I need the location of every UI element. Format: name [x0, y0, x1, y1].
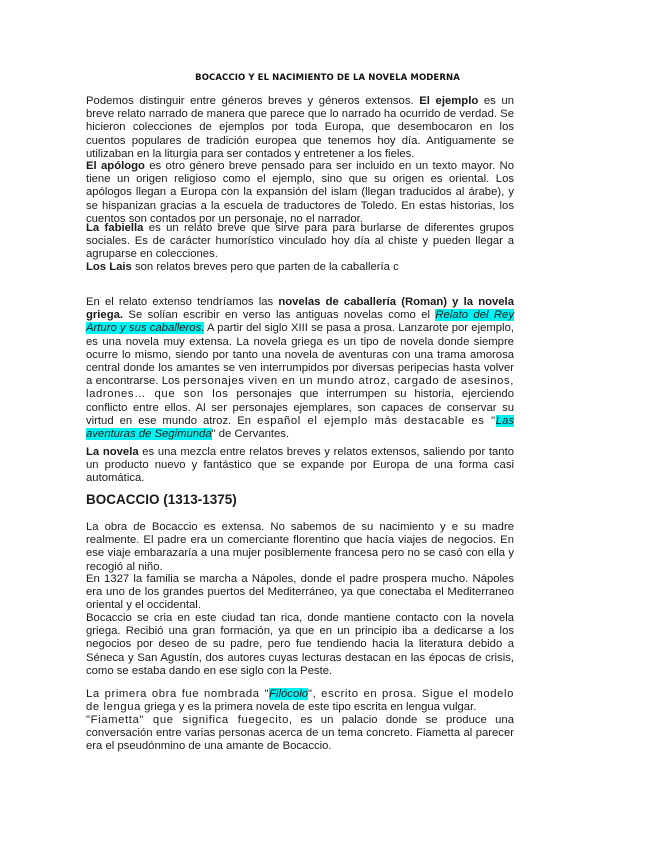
paragraph-text: son relatos breves pero que parten de la caballería c: [131, 261, 399, 273]
paragraph-intro: En el relato extenso tendríamos las: [86, 296, 279, 308]
paragraph-filocolo: [86, 688, 514, 714]
paragraph-text: , es un palacio donde se produce una conversación entre varias personas acerca de un tema concreto. Fiametta al parecer era el pseudónmino de una amante de Bocaccio.: [86, 714, 514, 753]
paragraph-fiametta: [86, 714, 514, 754]
highlight-filocolo: Filócolo: [269, 688, 309, 700]
term-ejemplo: El ejemplo: [419, 95, 479, 107]
paragraph-bocaccio-origen: La obra de Bocaccio es extensa. No sabemos de su nacimiento y e su madre realmente. El padre era un comerciante florentino que hacía viajes de negocios. En ese viaje embarazaría a una mujer posiblemente francesa pero no se casó con ella y recogió al niño.: [86, 521, 514, 573]
term-fabiella: La fabiella: [86, 222, 144, 234]
term-novelas-caballeria: novelas de caballería (Roman) y la novela griega.: [86, 296, 514, 322]
paragraph-text: personajes que interrumpen su historia, ejerciendo conflicto entre ellos. Al ser personajes ejemplares, son capaces de conservar su virtud en ese mundo atroz. En: [86, 388, 514, 427]
paragraph-text: A partir del siglo XIII se pasa a prosa. Lanzarote por ejemplo, es una novela muy extensa. La novela griega es un tipo de novela donde siempre ocurre lo mismo, siendo por tanto una novela de aventuras con una trama amorosa central donde los amantes se ven interrumpidos por diversas peripecias hasta volver a encontrarse. Los: [86, 322, 514, 388]
paragraph-text: es otro género breve pensado para ser incluido en un texto mayor. No tiene un origen religioso como el ejemplo, sino que su origen es oriental. Los apólogos llegan a Europa con la expansión del islam (llegan traducidos al árabe), y se hispanizan gracias a la escuela de traductores de Toledo. En estas historias, los cuentos son contados por un personaje, no el narrador.: [86, 160, 514, 225]
spaced-text: ", escrito en prosa. Sigue el modelo de lengua: [86, 688, 514, 714]
paragraph-text: es un relato breve que sirve para para burlarse de diferentes grupos sociales. Es de carácter humorístico vinculado hoy día al chiste y pueden llegar a agruparse en colecciones.: [86, 222, 514, 261]
spaced-text: La primera obra fue nombrada ": [86, 688, 270, 700]
highlight-segimunda: Las aventuras de Segimunda: [86, 414, 514, 441]
spaced-text: español el ejemplo más destacable es ": [257, 414, 496, 427]
paragraph-napoles: En 1327 la familia se marcha a Nápoles, donde el padre prospera mucho. Nápoles era uno de los grandes puertos del Mediterráneo, ya que conectaba el Mediterraneo oriental y el occidental.: [86, 573, 514, 612]
document-title: BOCACCIO Y EL NACIMIENTO DE LA NOVELA MODERNA: [195, 73, 460, 83]
paragraph-text: griega y es la primera novela de este tipo escrita en lengua vulgar.: [141, 701, 477, 714]
highlight-rey-arturo: Relato del Rey Arturo y sus caballeros.: [86, 309, 514, 335]
paragraph-fabiella: [86, 222, 514, 262]
paragraph-text: es un breve relato narrado de manera que parece que lo narrado ha ocurrido de verdad. Se hicieron colecciones de ejemplos por toda Europa, que desembocaron en los cuentos populares de tradición europea que tenemos hoy día. Antiguamente se utilizaban en la liturgia para ser contados y entretener a los fieles.: [86, 95, 514, 160]
term-lais: Los Lais: [86, 261, 132, 273]
paragraph-ejemplo: [86, 95, 514, 161]
paragraph-apologo: [86, 160, 514, 226]
paragraph-relato-extenso: [86, 296, 514, 441]
term-novela: La novela: [86, 446, 139, 458]
spaced-text: personajes viven en un mundo atroz, cargado de asesinos, ladrones… que son los: [86, 375, 514, 401]
paragraph-text: Se solían escribir en verso las antiguas novelas como el: [123, 309, 436, 322]
paragraph-formacion: Bocaccio se cria en este ciudad tan rica, donde mantiene contacto con la novela griega. Recibió una gran formación, ya que en un principio iba a dedicarse a los negocios por deseo de su padre, pero fue tendiendo hacia la literatura debido a Séneca y San Agustín, dos autores cuyas lecturas destacan en las épocas de crisis, como se estaba dando en ese siglo con la Peste.: [86, 612, 514, 677]
paragraph-lais: [86, 261, 514, 274]
paragraph-text: " de Cervantes.: [211, 428, 290, 441]
paragraph-text: es una mezcla entre relatos breves y relatos extensos, saliendo por tanto un producto nuevo y fantástico que se expande por Europa de una forma casi automática.: [86, 446, 514, 485]
term-apologo: El apólogo: [86, 160, 145, 172]
paragraph-intro: Podemos distinguir entre géneros breves y géneros extensos.: [86, 95, 420, 107]
paragraph-novela: [86, 446, 514, 486]
section-heading: BOCACCIO (1313-1375): [86, 492, 237, 507]
spaced-text: "Fiametta" que significa fuegecito: [86, 714, 289, 726]
